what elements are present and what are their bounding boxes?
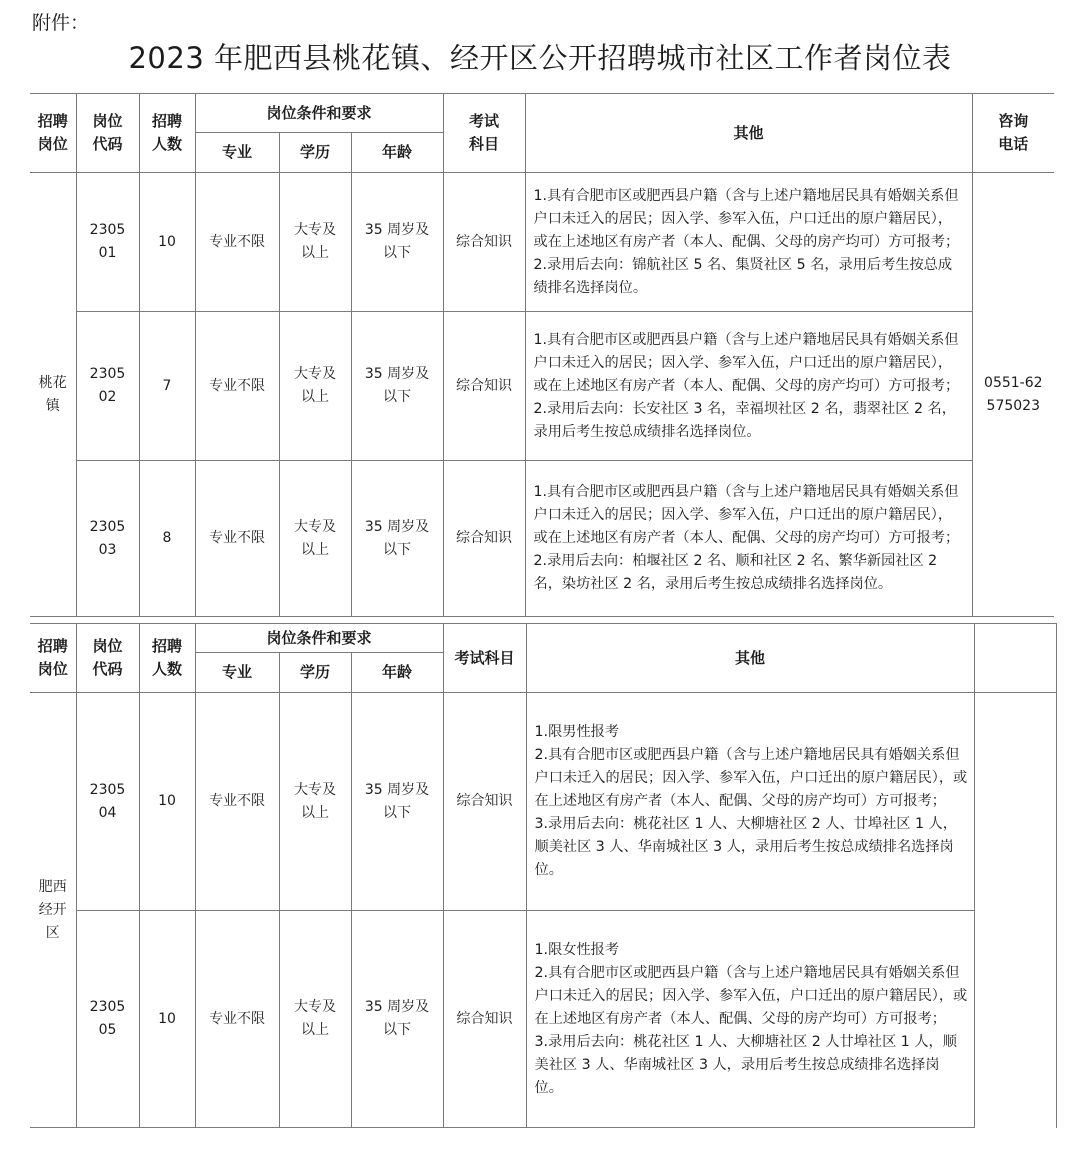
header-count: 招聘人数 (139, 94, 195, 173)
table-jingkai (30, 623, 1057, 1128)
header-major: 专业 (195, 133, 279, 173)
header-code: 岗位代码 (76, 624, 139, 693)
major-cell: 专业不限 (195, 693, 279, 911)
post-cell: 肥西经开区 (30, 693, 76, 1128)
age-cell: 35 周岁及以下 (351, 173, 443, 312)
code-cell: 230503 (76, 461, 139, 617)
other-cell: 1.限男性报考 2.具有合肥市区或肥西县户籍（含与上述户籍地居民具有婚姻关系但户口未迁入的居民；因入学、参军入伍，户口迁出的原户籍居民），或在上述地区有房产者（本人、配偶、父母的房产均可）方可报考； 3.录用后去向：桃花社区 1 人、大柳塘社区 2 人、廿埠社区 1 人，顺美社区 3 人、华南城社区 3 人，录用后考生按总成绩排名选择岗位。 (526, 693, 974, 911)
other-cell: 1.具有合肥市区或肥西县户籍（含与上述户籍地居民具有婚姻关系但户口未迁入的居民；因入学、参军入伍，户口迁出的原户籍居民），或在上述地区有房产者（本人、配偶、父母的房产均可）方可报考； 2.录用后去向：锦航社区 5 名、集贤社区 5 名，录用后考生按总成绩排名选择岗位。 (525, 173, 972, 312)
table-row (30, 693, 1056, 911)
header-code: 岗位代码 (76, 94, 139, 173)
major-cell: 专业不限 (195, 911, 279, 1128)
count-cell: 8 (139, 461, 195, 617)
header-conditions: 岗位条件和要求 (195, 94, 443, 133)
exam-cell: 综合知识 (443, 461, 525, 617)
code-cell: 230501 (76, 173, 139, 312)
phone-cell: 0551-62575023 (972, 173, 1054, 617)
code-cell: 230504 (76, 693, 139, 911)
header-education: 学历 (279, 653, 351, 693)
major-cell: 专业不限 (195, 461, 279, 617)
code-cell: 230502 (76, 312, 139, 461)
other-cell: 1.具有合肥市区或肥西县户籍（含与上述户籍地居民具有婚姻关系但户口未迁入的居民；因入学、参军入伍，户口迁出的原户籍居民），或在上述地区有房产者（本人、配偶、父母的房产均可）方可报考； 2.录用后去向：长安社区 3 名，幸福坝社区 2 名，翡翠社区 2 名，录用后考生按总成绩排名选择岗位。 (525, 312, 972, 461)
header-other: 其他 (526, 624, 974, 693)
age-cell: 35 周岁及以下 (351, 461, 443, 617)
table-row (30, 911, 1056, 1128)
table-row (30, 173, 1054, 312)
age-cell: 35 周岁及以下 (351, 911, 443, 1128)
page-title: 2023 年肥西县桃花镇、经开区公开招聘城市社区工作者岗位表 (128, 41, 952, 75)
empty-cell (974, 693, 1056, 1128)
education-cell: 大专及以上 (279, 693, 351, 911)
code-cell: 230505 (76, 911, 139, 1128)
table-row (30, 312, 1054, 461)
attachment-label: 附件： (32, 12, 90, 34)
exam-cell: 综合知识 (443, 312, 525, 461)
count-cell: 7 (139, 312, 195, 461)
header-education: 学历 (279, 133, 351, 173)
table-taohua (30, 93, 1054, 617)
header-conditions: 岗位条件和要求 (195, 624, 443, 653)
count-cell: 10 (139, 173, 195, 312)
header-post: 招聘岗位 (30, 624, 76, 693)
education-cell: 大专及以上 (279, 173, 351, 312)
age-cell: 35 周岁及以下 (351, 693, 443, 911)
header-exam: 考试科目 (443, 94, 525, 173)
major-cell: 专业不限 (195, 173, 279, 312)
count-cell: 10 (139, 911, 195, 1128)
education-cell: 大专及以上 (279, 461, 351, 617)
exam-cell: 综合知识 (443, 693, 526, 911)
education-cell: 大专及以上 (279, 312, 351, 461)
age-cell: 35 周岁及以下 (351, 312, 443, 461)
header-other: 其他 (525, 94, 972, 173)
header-empty (974, 624, 1056, 693)
exam-cell: 综合知识 (443, 911, 526, 1128)
header-post: 招聘岗位 (30, 94, 76, 173)
table-row (30, 461, 1054, 617)
education-cell: 大专及以上 (279, 911, 351, 1128)
major-cell: 专业不限 (195, 312, 279, 461)
other-cell: 1.限女性报考 2.具有合肥市区或肥西县户籍（含与上述户籍地居民具有婚姻关系但户口未迁入的居民；因入学、参军入伍，户口迁出的原户籍居民），或在上述地区有房产者（本人、配偶、父母的房产均可）方可报考； 3.录用后去向：桃花社区 1 人、大柳塘社区 2 人廿埠社区 1 人，顺美社区 3 人、华南城社区 3 人，录用后考生按总成绩排名选择岗位。 (526, 911, 974, 1128)
header-age: 年龄 (351, 133, 443, 173)
header-phone: 咨询电话 (972, 94, 1054, 173)
header-age: 年龄 (351, 653, 443, 693)
header-exam: 考试科目 (443, 624, 526, 693)
post-cell: 桃花镇 (30, 173, 76, 617)
other-cell: 1.具有合肥市区或肥西县户籍（含与上述户籍地居民具有婚姻关系但户口未迁入的居民；因入学、参军入伍，户口迁出的原户籍居民），或在上述地区有房产者（本人、配偶、父母的房产均可）方可报考； 2.录用后去向：柏堰社区 2 名、顺和社区 2 名、繁华新园社区 2 名，染坊社区 2 名，录用后考生按总成绩排名选择岗位。 (525, 461, 972, 617)
header-major: 专业 (195, 653, 279, 693)
exam-cell: 综合知识 (443, 173, 525, 312)
header-count: 招聘人数 (139, 624, 195, 693)
count-cell: 10 (139, 693, 195, 911)
